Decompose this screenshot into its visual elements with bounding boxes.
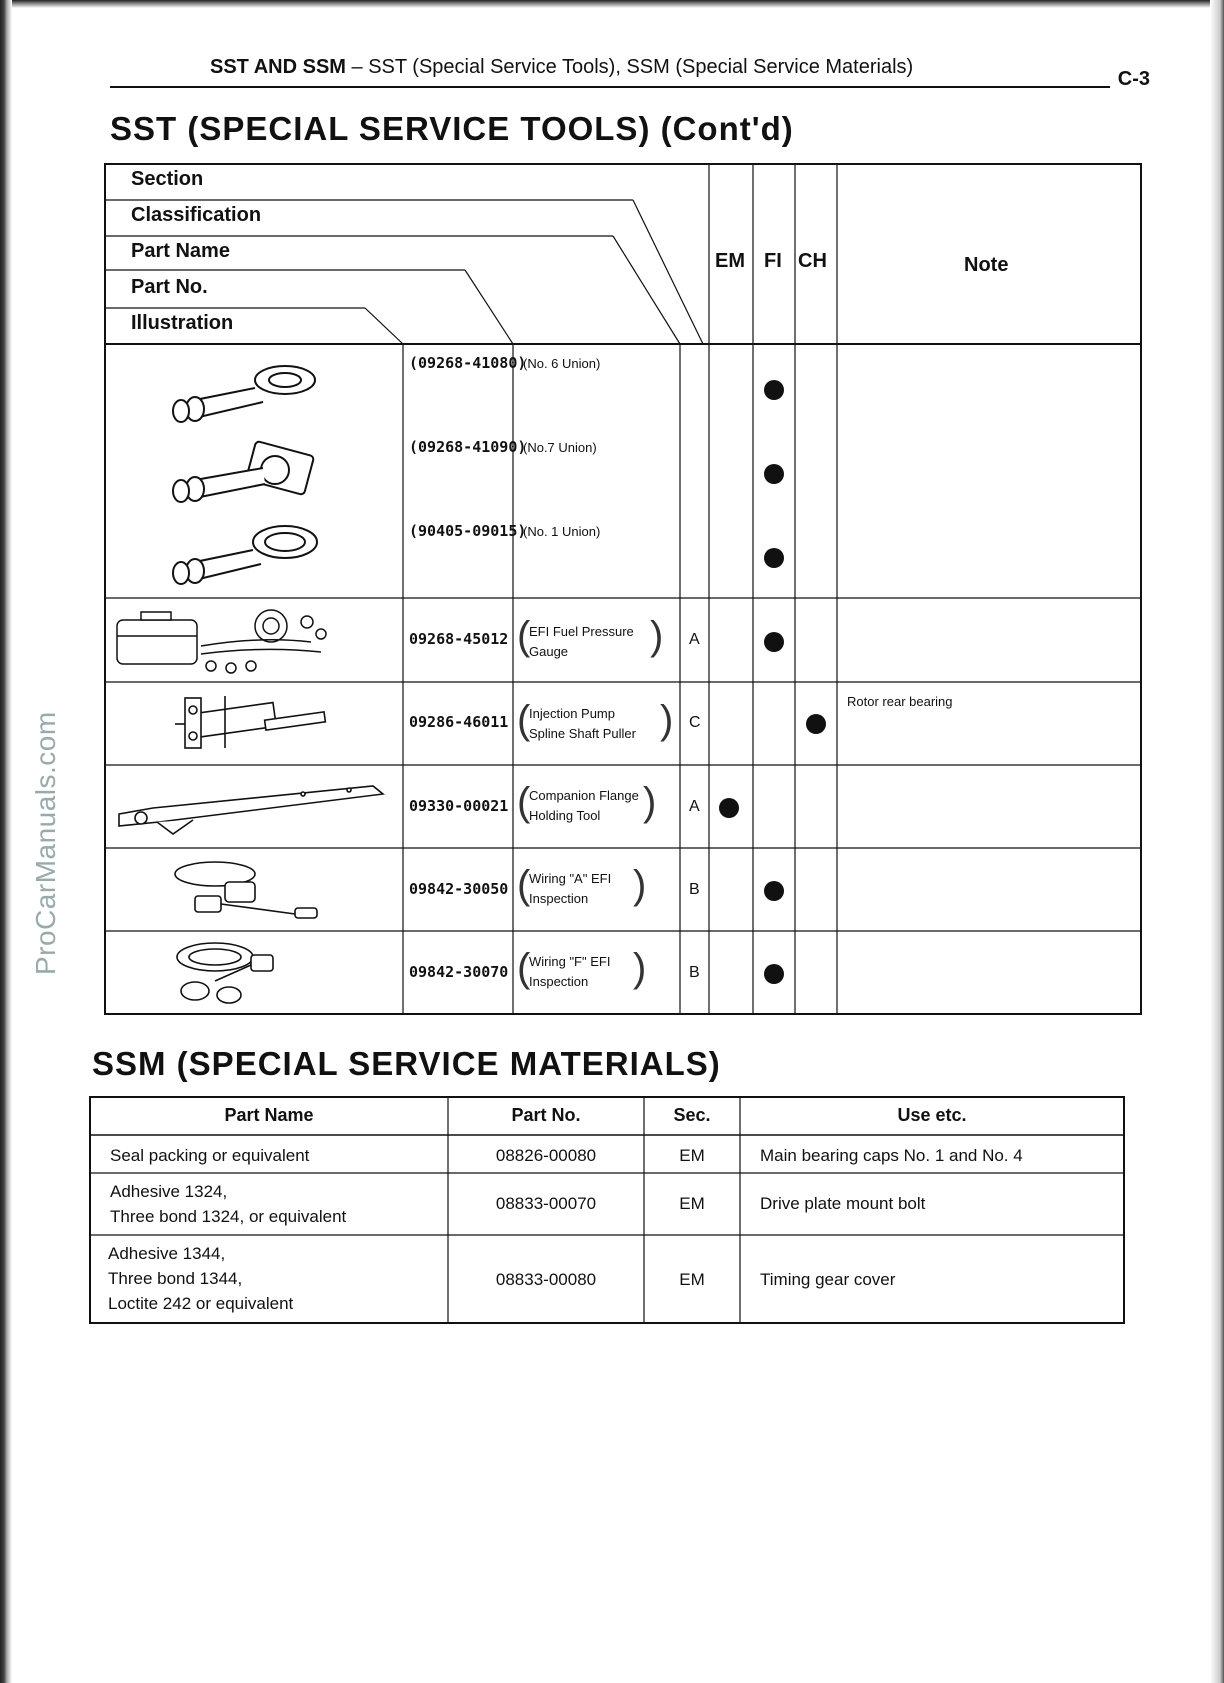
part-no: 09268-45012 <box>409 630 509 648</box>
note-text: Rotor rear bearing <box>847 694 953 709</box>
section-dot-fi <box>764 380 784 400</box>
section-dot-ch <box>806 714 826 734</box>
part-name-no1-union: (No. 1 Union) <box>523 524 601 539</box>
paren-open: ( <box>517 614 531 658</box>
part-no-09268-41080: (09268-41080) <box>409 354 527 372</box>
paren-open: ( <box>517 863 531 907</box>
header-em: EM <box>715 250 745 272</box>
union-fitting-icon <box>173 366 315 422</box>
paren-open: ( <box>517 698 531 742</box>
ssm-part-no: 08826-00080 <box>495 1146 597 1165</box>
watermark: ProCarManuals.com <box>30 711 61 975</box>
paren-close: ) <box>633 863 647 907</box>
page-header <box>110 52 1150 92</box>
paren-close: ) <box>660 698 674 742</box>
ssm-use: Drive plate mount bolt <box>760 1194 926 1213</box>
paren-close: ) <box>650 614 664 658</box>
ssm-use: Timing gear cover <box>760 1270 896 1289</box>
part-name-line1: Companion Flange <box>529 788 639 803</box>
part-name-line1: Wiring "A" EFI <box>529 871 612 886</box>
header-title <box>210 56 913 79</box>
header-part-name-label: Part Name <box>131 240 230 262</box>
part-name-line2: Inspection <box>529 974 589 989</box>
header-rule <box>110 86 1110 88</box>
header-part-no-label: Part No. <box>131 276 208 298</box>
part-no-90405-09015: (90405-09015) <box>409 522 527 540</box>
part-name-line2: Inspection <box>529 891 589 906</box>
header-dash: – <box>351 56 363 78</box>
ssm-title: SSM (SPECIAL SERVICE MATERIALS) <box>92 1045 721 1082</box>
ssm-table <box>88 1095 1128 1335</box>
part-name-line1: EFI Fuel Pressure <box>529 624 634 639</box>
scan-edge-right <box>1210 0 1224 1683</box>
classification: B <box>689 964 700 981</box>
classification: C <box>689 714 701 731</box>
wiring-harness-icon <box>155 854 365 926</box>
part-no: 09842-30070 <box>409 963 509 981</box>
union-fitting-icon <box>173 526 317 584</box>
header-subtitle: SST (Special Service Tools), SSM (Special Service Materials) <box>368 56 914 78</box>
wiring-harness-icon <box>155 937 365 1009</box>
sst-table <box>95 162 1145 1024</box>
header-fi: FI <box>764 250 782 272</box>
union-illustrations <box>135 358 375 588</box>
ssm-part-name-line: Adhesive 1344, <box>108 1244 226 1263</box>
sst-title: SST (SPECIAL SERVICE TOOLS) (Cont'd) <box>110 110 794 147</box>
part-name-line2: Gauge <box>529 644 569 659</box>
ssm-header-part-no: Part No. <box>511 1105 581 1125</box>
ssm-header-use: Use etc. <box>897 1105 967 1125</box>
part-name-line1: Injection Pump <box>529 706 615 721</box>
header-classification-label: Classification <box>131 204 262 226</box>
part-name-line2: Holding Tool <box>529 808 601 823</box>
union-flange-icon <box>173 441 314 502</box>
holding-bar-icon <box>113 778 399 838</box>
ssm-use: Main bearing caps No. 1 and No. 4 <box>760 1146 1023 1165</box>
section-dot-fi <box>764 548 784 568</box>
classification: B <box>689 881 700 898</box>
section-dot-fi <box>764 881 784 901</box>
ssm-part-name-line: Three bond 1324, or equivalent <box>110 1207 347 1226</box>
part-no-09268-41090: (09268-41090) <box>409 438 527 456</box>
part-name-line2: Spline Shaft Puller <box>529 726 636 741</box>
part-no: 09286-46011 <box>409 713 509 731</box>
header-note: Note <box>964 254 1009 276</box>
section-dot-em <box>719 798 739 818</box>
ssm-header-sec: Sec. <box>673 1105 711 1125</box>
ssm-sec: EM <box>679 1194 705 1213</box>
paren-open: ( <box>517 946 531 990</box>
puller-icon <box>155 688 365 760</box>
section-dot-fi <box>764 632 784 652</box>
scan-edge-left <box>0 0 12 1683</box>
header-section: SST AND SSM <box>210 56 346 78</box>
ssm-part-name-line: Seal packing or equivalent <box>110 1146 310 1165</box>
ssm-part-name-line: Loctite 242 or equivalent <box>108 1294 294 1313</box>
classification: A <box>689 798 700 815</box>
paren-close: ) <box>643 780 657 824</box>
header-section-label: Section <box>131 168 204 190</box>
ssm-sec: EM <box>679 1270 705 1289</box>
ssm-part-no: 08833-00080 <box>495 1270 597 1289</box>
section-dot-fi <box>764 964 784 984</box>
part-name-no6-union: (No. 6 Union) <box>523 356 601 371</box>
paren-open: ( <box>517 780 531 824</box>
ssm-header-part-name: Part Name <box>224 1105 314 1125</box>
header-ch: CH <box>798 250 827 272</box>
page-number: C-3 <box>1117 68 1150 90</box>
gauge-kit-icon <box>111 606 397 676</box>
ssm-sec: EM <box>679 1146 705 1165</box>
section-dot-fi <box>764 464 784 484</box>
paren-close: ) <box>633 946 647 990</box>
part-no: 09330-00021 <box>409 797 509 815</box>
part-name-no7-union: (No.7 Union) <box>523 440 597 455</box>
classification: A <box>689 631 700 648</box>
ssm-part-name-line: Three bond 1344, <box>108 1269 243 1288</box>
ssm-part-name-line: Adhesive 1324, <box>110 1182 228 1201</box>
part-name-line1: Wiring "F" EFI <box>529 954 611 969</box>
ssm-part-no: 08833-00070 <box>495 1194 597 1213</box>
scan-edge-top <box>0 0 1224 8</box>
header-illustration-label: Illustration <box>131 312 234 334</box>
part-no: 09842-30050 <box>409 880 509 898</box>
